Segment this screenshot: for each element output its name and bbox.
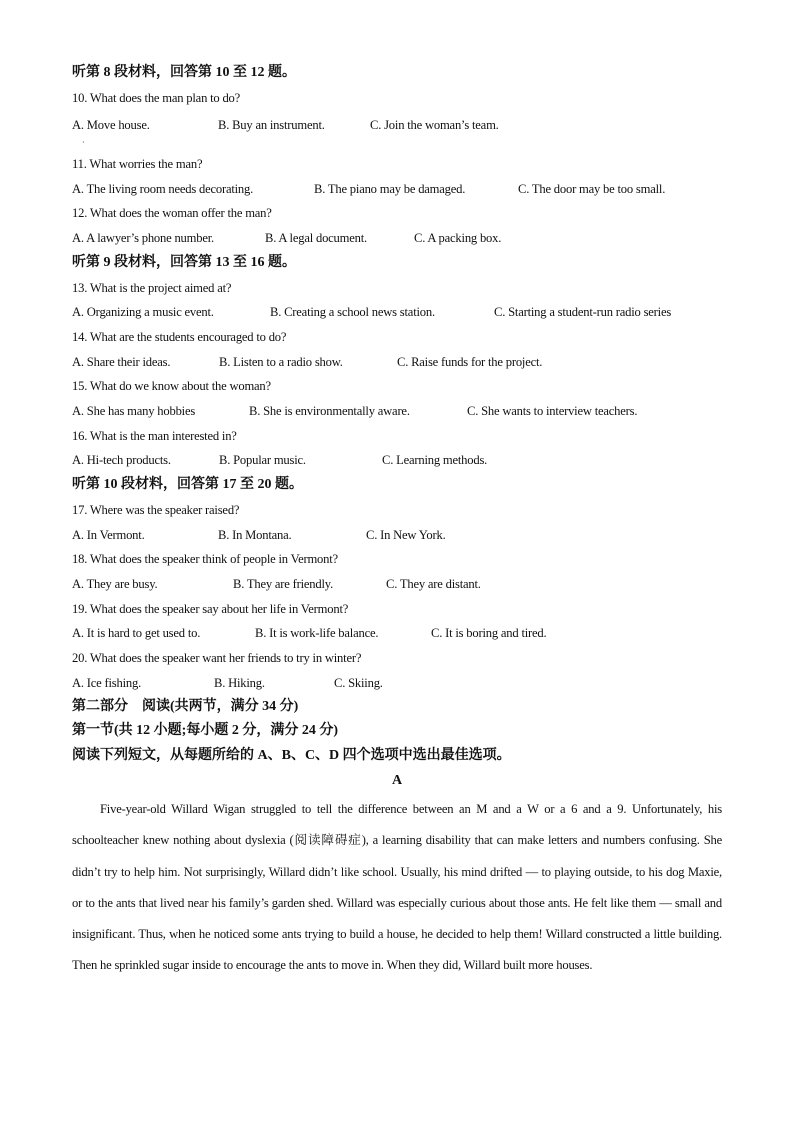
options-17 xyxy=(72,527,722,543)
question-11: 11. What worries the man? xyxy=(72,157,203,171)
option-c: C. Learning methods. xyxy=(382,453,488,467)
question-17: 17. Where was the speaker raised? xyxy=(72,503,240,517)
options-18 xyxy=(72,576,722,592)
option-c: C. A packing box. xyxy=(414,231,502,245)
options-10 xyxy=(72,117,722,133)
option-c: C. Starting a student-run radio series xyxy=(494,305,672,319)
section-heading-9: 听第 9 段材料，回答第 13 至 16 题。 xyxy=(72,255,296,270)
option-c: C. They are distant. xyxy=(386,577,481,591)
option-b: B. They are friendly. xyxy=(233,577,334,591)
option-b: B. Popular music. xyxy=(219,453,306,467)
options-13 xyxy=(72,304,722,320)
option-a: A. Ice fishing. xyxy=(72,676,142,690)
option-c: C. In New York. xyxy=(366,528,446,542)
options-19 xyxy=(72,625,722,641)
stray-dot: · xyxy=(82,138,85,147)
question-10: 10. What does the man plan to do? xyxy=(72,91,241,105)
question-13: 13. What is the project aimed at? xyxy=(72,281,232,295)
option-b: B. Buy an instrument. xyxy=(218,118,325,132)
options-15 xyxy=(72,403,722,419)
option-b: B. Creating a school news station. xyxy=(270,305,435,319)
option-b: B. A legal document. xyxy=(265,231,367,245)
passage-paragraph: Five-year-old Willard Wigan struggled to tell the difference between an M and a W or a 6 and a 9. Unfortunately, his schoolteacher knew nothing about dyslexia (阅读障碍症), a learning disability that can make letters and numbers confusing. She didn’t try to help him. Not surprisingly, Willard didn’t like school. Usually, his mind drifted — to playing outside, to his dog Maxie, or to the ants that lived near his family’s garden shed. Willard was especially curious about those ants. He felt like them — small and insignificant. Thus, when he noticed some ants trying to build a house, he decided to help them! Willard constructed a little building. Then he sprinkled sugar inside to encourage the ants to move in. When they did, Willard built more houses. xyxy=(72,802,722,973)
part-heading: 第二部分 阅读(共两节，满分 34 分) xyxy=(72,699,299,714)
options-16 xyxy=(72,452,722,468)
option-b: B. In Montana. xyxy=(218,528,292,542)
option-c: C. Raise funds for the project. xyxy=(397,355,543,369)
question-19: 19. What does the speaker say about her life in Vermont? xyxy=(72,602,349,616)
option-a: A. Organizing a music event. xyxy=(72,305,214,319)
section-heading-8: 听第 8 段材料，回答第 10 至 12 题。 xyxy=(72,65,296,80)
question-12: 12. What does the woman offer the man? xyxy=(72,206,272,220)
section-heading-10: 听第 10 段材料，回答第 17 至 20 题。 xyxy=(72,477,303,492)
question-18: 18. What does the speaker think of people in Vermont? xyxy=(72,552,338,566)
option-a: A. A lawyer’s phone number. xyxy=(72,231,214,245)
options-14 xyxy=(72,354,722,370)
options-20 xyxy=(72,675,722,691)
option-a: A. Hi-tech products. xyxy=(72,453,171,467)
option-b: B. The piano may be damaged. xyxy=(314,182,466,196)
reading-instructions: 阅读下列短文，从每题所给的 A、B、C、D 四个选项中选出最佳选项。 xyxy=(72,748,511,763)
option-a: A. She has many hobbies xyxy=(72,404,196,418)
option-c: C. The door may be too small. xyxy=(518,182,666,196)
option-c: C. It is boring and tired. xyxy=(431,626,547,640)
option-a: A. They are busy. xyxy=(72,577,158,591)
question-14: 14. What are the students encouraged to do? xyxy=(72,330,287,344)
passage-label: A xyxy=(391,773,403,788)
question-15: 15. What do we know about the woman? xyxy=(72,379,271,393)
option-b: B. Listen to a radio show. xyxy=(219,355,343,369)
option-b: B. She is environmentally aware. xyxy=(249,404,410,418)
options-11 xyxy=(72,181,722,197)
option-a: A. Share their ideas. xyxy=(72,355,171,369)
option-a: A. In Vermont. xyxy=(72,528,145,542)
option-a: A. It is hard to get used to. xyxy=(72,626,201,640)
option-c: C. Join the woman’s team. xyxy=(370,118,499,132)
option-c: C. Skiing. xyxy=(334,676,383,690)
option-a: A. The living room needs decorating. xyxy=(72,182,254,196)
option-c: C. She wants to interview teachers. xyxy=(467,404,638,418)
option-b: B. Hiking. xyxy=(214,676,265,690)
question-16: 16. What is the man interested in? xyxy=(72,429,237,443)
options-12 xyxy=(72,230,722,246)
question-20: 20. What does the speaker want her friends to try in winter? xyxy=(72,651,362,665)
subsection-heading: 第一节(共 12 小题;每小题 2 分，满分 24 分) xyxy=(72,723,338,738)
option-b: B. It is work-life balance. xyxy=(255,626,379,640)
option-a: A. Move house. xyxy=(72,118,150,132)
